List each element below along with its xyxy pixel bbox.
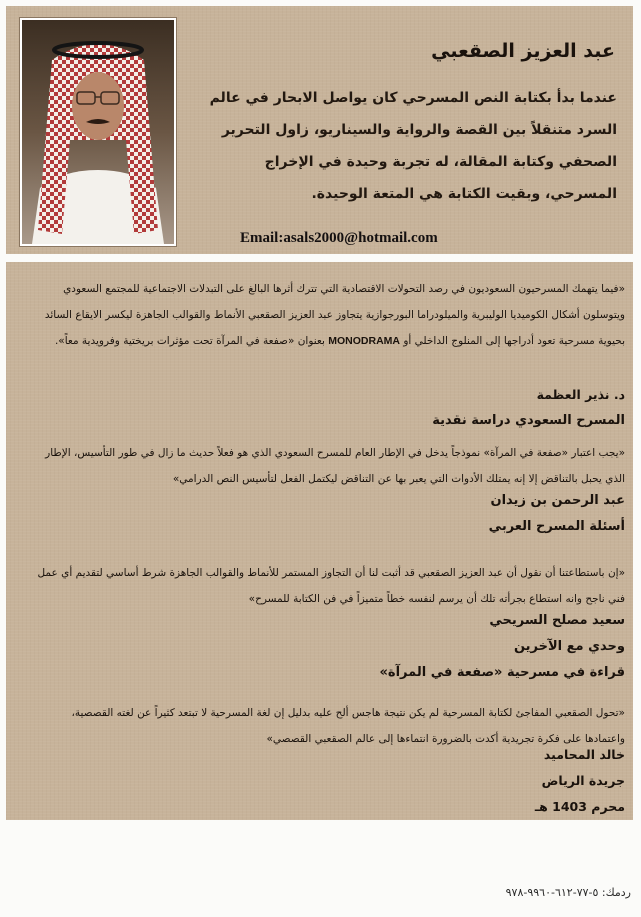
quote-1-source: المسرح السعودي دراسة نقدية [432, 413, 625, 428]
quote-3-source: وحدي مع الآخرين [513, 639, 625, 654]
quote-3-text: «إن باستطاعتنا أن نقول أن عبد العزيز الصقعبي قد أثبت لنا أن التجاوز المستمر للأنماط والقوالب الجاهزة شرط أساسي لتقديم أي عمل فني ناجح وانه استطاع بجرأته تلك أن يرسم لنفسه خطاً متميزاً في فن الكتابة للمسرح» [37, 567, 625, 605]
quote-4-source: جريدة الرياض [541, 773, 625, 788]
quote-1-text-after: بعنوان «صفعة في المرآة تحت مؤثرات بريختية وفرويدية معاً». [54, 335, 325, 347]
author-name: عبد العزيز الصقعبي [431, 40, 615, 62]
quote-2-text: «يجب اعتبار «صفعة في المرآة» نموذجاً يدخل في الإطار العام للمسرح السعودي الذي هو فعلاً حديث ما زال في طور التأسيس، الإطار الذي يحبل بالتناقض إلا إنه يمتلك الأدوات التي يعبر بها عن التناقض ليكتمل الفعل لتأسيس النص الدرامي» [45, 447, 625, 485]
quote-1-text [29, 276, 625, 354]
quote-2-author: عبد الرحمن بن زيدان [490, 493, 625, 508]
quote-1-signature [432, 382, 625, 434]
quote-1 [29, 276, 625, 354]
quote-4-author: خالد المحاميد [543, 747, 625, 762]
quote-2-signature [489, 488, 625, 540]
quote-3 [29, 560, 625, 612]
quote-1-latin-term: MONODRAMA [328, 335, 401, 347]
quote-2 [29, 440, 625, 492]
quote-4-signature [535, 742, 625, 820]
quote-1-text-before: «فيما يتهمك المسرحيون السعوديون في رصد التحولات الاقتصادية التي تترك أثرها البالغ على التبدلات الاجتماعية للمجتمع السعودي ويتوسلون أشكال الكوميديا الوليبرية والميلودراما البورجوازية يتجاوز عبد العزيز الصقعبي الأنماط والقوالب الجاهزة ليكسر الايقاع السائد بحيوية مسرحية تعود أدراجها إلى المنلوج الداخلي أو [44, 283, 625, 347]
quote-4-text: «تحول الصقعبي المفاجئ لكتابة المسرحية لم يكن نتيجة هاجس ألح عليه بدليل إن لغة المسرحية لا تبتعد كثيراً عن لغته القصصية، واعتمادها على فكرة تجريدية أكدت بالضرورة انتماءها إلى عالم الصقعبي القصصي» [71, 707, 625, 745]
quote-3-author: سعيد مصلح السريحي [489, 613, 625, 628]
quote-2-source: أسئلة المسرح العربي [488, 519, 625, 534]
quote-1-author: د. نذير العظمة [536, 387, 625, 402]
author-photo [20, 18, 176, 246]
author-email[interactable]: Email:asals2000@hotmail.com [240, 230, 438, 246]
quote-4-date: محرم 1403 هـ [534, 799, 625, 814]
isbn-label: ردمك: ٥-٧٧-٦١٢-٩٩٦٠-٩٧٨ [505, 886, 631, 899]
quote-3-signature [380, 608, 625, 686]
author-panel [6, 6, 633, 254]
author-portrait-image [22, 20, 174, 244]
author-bio: عندما بدأ بكتابة النص المسرحي كان يواصل الابحار في عالم السرد متنقلاً بين القصة والرواية والسيناريو، زاول التحرير الصحفي وكتابة المقالة، له تجربة وحيدة في الإخراج المسرحي، وبقيت الكتابة هي المتعة الوحيدة. [209, 90, 617, 202]
quote-3-reading: قراءة في مسرحية «صفعة في المرآة» [379, 665, 625, 680]
